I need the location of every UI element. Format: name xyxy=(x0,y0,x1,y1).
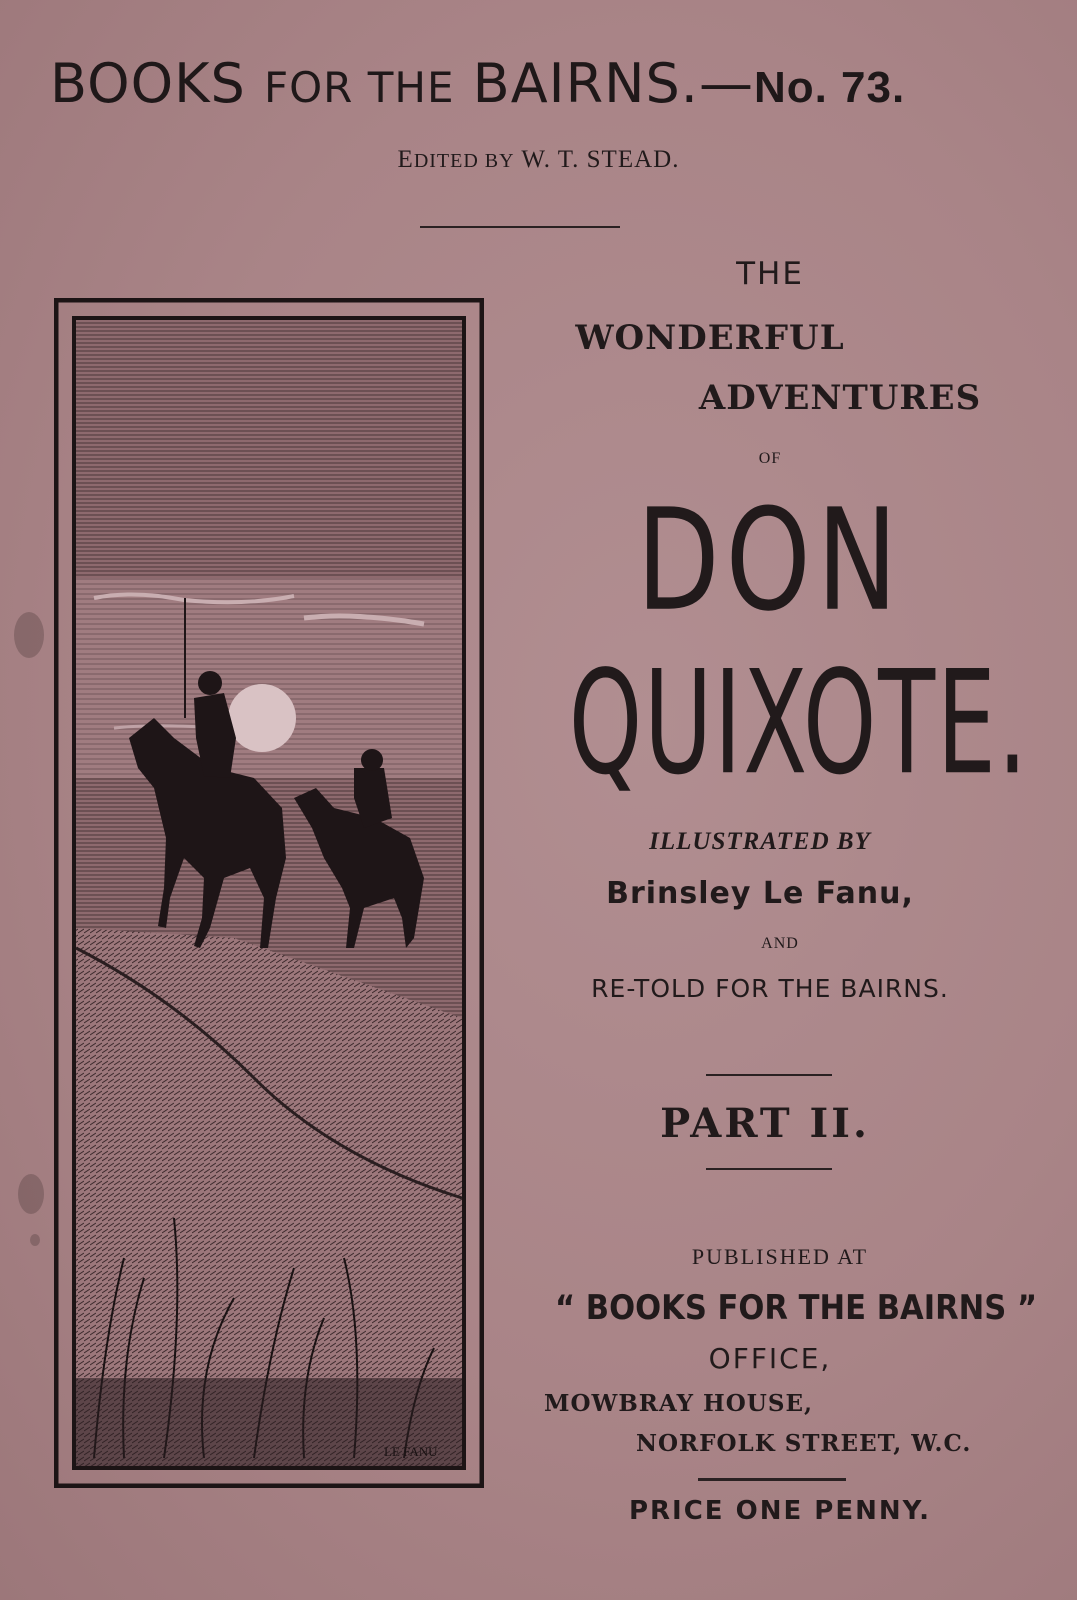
editor-name: W. T. STEAD. xyxy=(521,146,680,173)
divider-price xyxy=(698,1478,846,1481)
address-line-1: MOWBRAY HOUSE, xyxy=(544,1390,813,1417)
title-don: DON xyxy=(636,480,904,643)
editor-prefix-cap: E xyxy=(397,146,414,173)
illustrated-by: ILLUSTRATED BY xyxy=(649,828,871,855)
divider-part-top xyxy=(706,1074,832,1076)
series-title-small: FOR THE xyxy=(263,63,455,112)
title-quixote: QUIXOTE. xyxy=(568,640,1030,807)
illustration-signature: LE FANU xyxy=(384,1444,438,1459)
paper-stain xyxy=(30,1234,40,1246)
published-at: PUBLISHED AT xyxy=(691,1244,869,1269)
title-the: THE xyxy=(736,256,804,292)
title-wonderful: WONDERFUL xyxy=(575,318,845,358)
title-adventures: ADVENTURES xyxy=(698,378,982,418)
address-line-2: NORFOLK STREET, W.C. xyxy=(636,1430,972,1457)
illustration-svg xyxy=(54,298,484,1488)
publisher-office-name: “ BOOKS FOR THE BAIRNS ” xyxy=(555,1288,1038,1328)
moon-icon xyxy=(228,684,296,752)
series-title-end: BAIRNS.— xyxy=(472,52,754,115)
divider-part-bottom xyxy=(706,1168,832,1170)
cover-illustration xyxy=(54,298,484,1488)
paper-stain xyxy=(14,612,44,658)
credits-and: AND xyxy=(761,935,799,952)
paper-stain xyxy=(18,1174,44,1214)
title-of: OF xyxy=(758,450,782,467)
editor-prefix-rest: DITED BY xyxy=(413,150,515,172)
series-title-main: BOOKS xyxy=(50,52,246,115)
publisher-office: OFFICE, xyxy=(708,1342,832,1375)
series-title xyxy=(50,52,1050,115)
editor-line xyxy=(0,146,1077,174)
part-number: PART II. xyxy=(660,1100,870,1147)
retold-line: RE-TOLD FOR THE BAIRNS. xyxy=(591,974,949,1003)
divider-top xyxy=(420,226,620,228)
artist-name: Brinsley Le Fanu, xyxy=(606,876,914,911)
series-number: No. 73. xyxy=(753,63,906,112)
price: PRICE ONE PENNY. xyxy=(628,1496,932,1526)
